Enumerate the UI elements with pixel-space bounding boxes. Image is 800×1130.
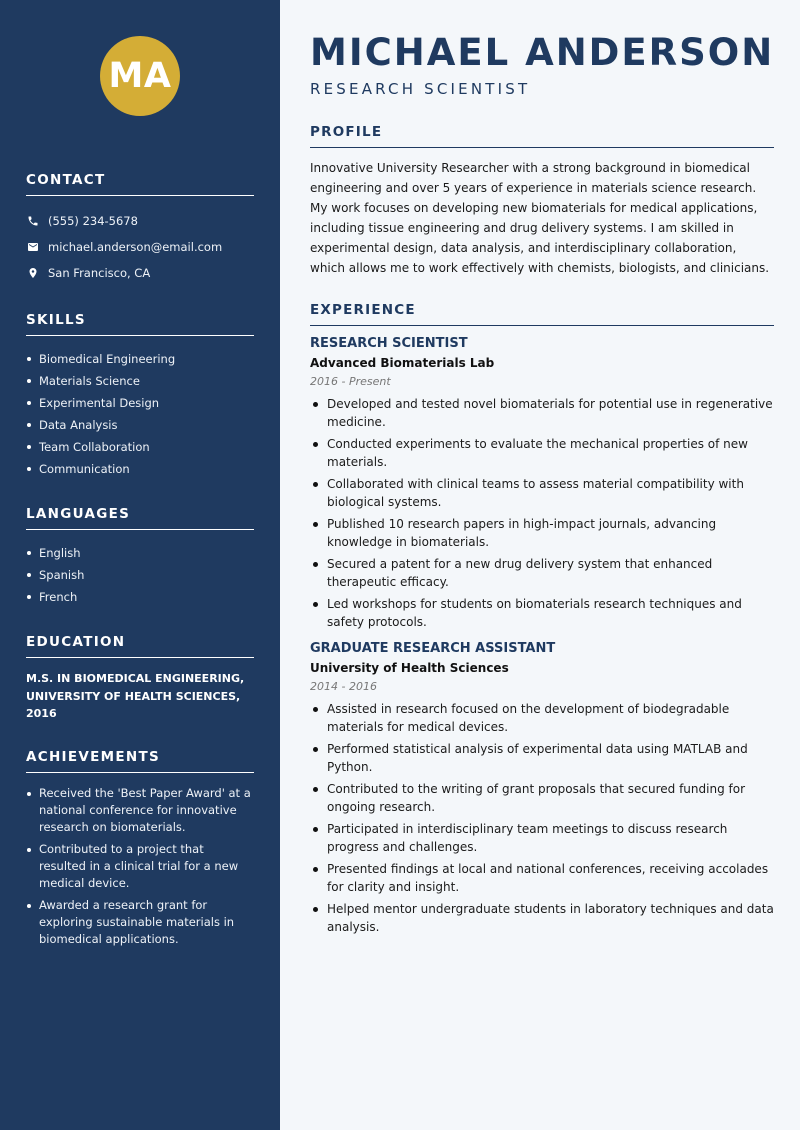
- languages-list: [26, 542, 254, 608]
- job-bullet: Contributed to the writing of grant proposals that secured funding for ongoing research.: [310, 780, 774, 816]
- languages-section: [26, 506, 254, 608]
- skill-item: Experimental Design: [26, 392, 254, 414]
- languages-heading: LANGUAGES: [26, 506, 254, 530]
- job-organization: University of Health Sciences: [310, 661, 509, 675]
- contact-phone: [26, 208, 254, 234]
- email-text: michael.anderson@email.com: [48, 240, 223, 254]
- job-title: GRADUATE RESEARCH ASSISTANT: [310, 641, 556, 656]
- job-headline: RESEARCH SCIENTIST: [310, 80, 531, 98]
- job-bullet: Published 10 research papers in high-impact journals, advancing knowledge in biomaterials.: [310, 515, 774, 551]
- phone-icon: [26, 214, 40, 228]
- job-bullet: Conducted experiments to evaluate the mechanical properties of new materials.: [310, 435, 774, 471]
- experience-heading: EXPERIENCE: [310, 302, 774, 326]
- language-item: English: [26, 542, 254, 564]
- main-content: [280, 0, 800, 1130]
- skills-list: [26, 348, 254, 480]
- contact-location: [26, 260, 254, 286]
- skill-item: Materials Science: [26, 370, 254, 392]
- job-bullet: Participated in interdisciplinary team meetings to discuss research progress and challenges.: [310, 820, 774, 856]
- sidebar: [0, 0, 280, 1130]
- achievements-section: [26, 749, 254, 948]
- skills-heading: SKILLS: [26, 312, 254, 336]
- phone-text: (555) 234-5678: [48, 214, 138, 228]
- experience-section: [310, 302, 774, 936]
- job-bullet: Performed statistical analysis of experimental data using MATLAB and Python.: [310, 740, 774, 776]
- experience-entry: [310, 336, 774, 631]
- job-bullets: [310, 395, 774, 631]
- job-bullets: [310, 700, 774, 936]
- experience-entry: [310, 641, 774, 936]
- job-bullet: Collaborated with clinical teams to assess material compatibility with biological systems.: [310, 475, 774, 511]
- skills-section: [26, 312, 254, 480]
- profile-section: [310, 124, 774, 278]
- job-title: RESEARCH SCIENTIST: [310, 336, 468, 351]
- job-dates: 2014 - 2016: [310, 680, 377, 693]
- skill-item: Biomedical Engineering: [26, 348, 254, 370]
- job-bullet: Presented findings at local and national conferences, receiving accolades for clarity and insight.: [310, 860, 774, 896]
- location-pin-icon: [26, 266, 40, 280]
- achievements-heading: ACHIEVEMENTS: [26, 749, 254, 773]
- skill-item: Data Analysis: [26, 414, 254, 436]
- achievement-item: Received the 'Best Paper Award' at a national conference for innovative research on biomaterials.: [26, 785, 254, 836]
- education-section: [26, 634, 254, 723]
- job-bullet: Developed and tested novel biomaterials for potential use in regenerative medicine.: [310, 395, 774, 431]
- contact-heading: CONTACT: [26, 172, 254, 196]
- candidate-name: MICHAEL ANDERSON: [310, 31, 775, 74]
- achievement-item: Awarded a research grant for exploring sustainable materials in biomedical applications.: [26, 897, 254, 948]
- job-bullet: Assisted in research focused on the development of biodegradable materials for medical devices.: [310, 700, 774, 736]
- mail-icon: [26, 240, 40, 254]
- achievement-item: Contributed to a project that resulted in a clinical trial for a new medical device.: [26, 841, 254, 892]
- job-bullet: Led workshops for students on biomaterials research techniques and safety protocols.: [310, 595, 774, 631]
- skill-item: Team Collaboration: [26, 436, 254, 458]
- profile-heading: PROFILE: [310, 124, 774, 148]
- location-text: San Francisco, CA: [48, 266, 151, 280]
- education-entry: M.S. IN BIOMEDICAL ENGINEERING, UNIVERSITY OF HEALTH SCIENCES, 2016: [26, 672, 245, 720]
- achievements-list: [26, 785, 254, 948]
- avatar: MA: [100, 36, 180, 116]
- profile-text: Innovative University Researcher with a strong background in biomedical engineering and over 5 years of experience in materials science research. My work focuses on developing new biomaterials for medical applications, including tissue engineering and drug delivery systems. I am skilled in experimental design, data analysis, and interdisciplinary collaboration, which allows me to work effectively with chemists, biologists, and clinicians.: [310, 161, 770, 275]
- education-heading: EDUCATION: [26, 634, 254, 658]
- language-item: French: [26, 586, 254, 608]
- job-dates: 2016 - Present: [310, 375, 391, 388]
- job-bullet: Secured a patent for a new drug delivery system that enhanced therapeutic efficacy.: [310, 555, 774, 591]
- contact-email: [26, 234, 254, 260]
- job-organization: Advanced Biomaterials Lab: [310, 356, 495, 370]
- job-bullet: Helped mentor undergraduate students in laboratory techniques and data analysis.: [310, 900, 774, 936]
- skill-item: Communication: [26, 458, 254, 480]
- contact-section: [26, 172, 254, 286]
- language-item: Spanish: [26, 564, 254, 586]
